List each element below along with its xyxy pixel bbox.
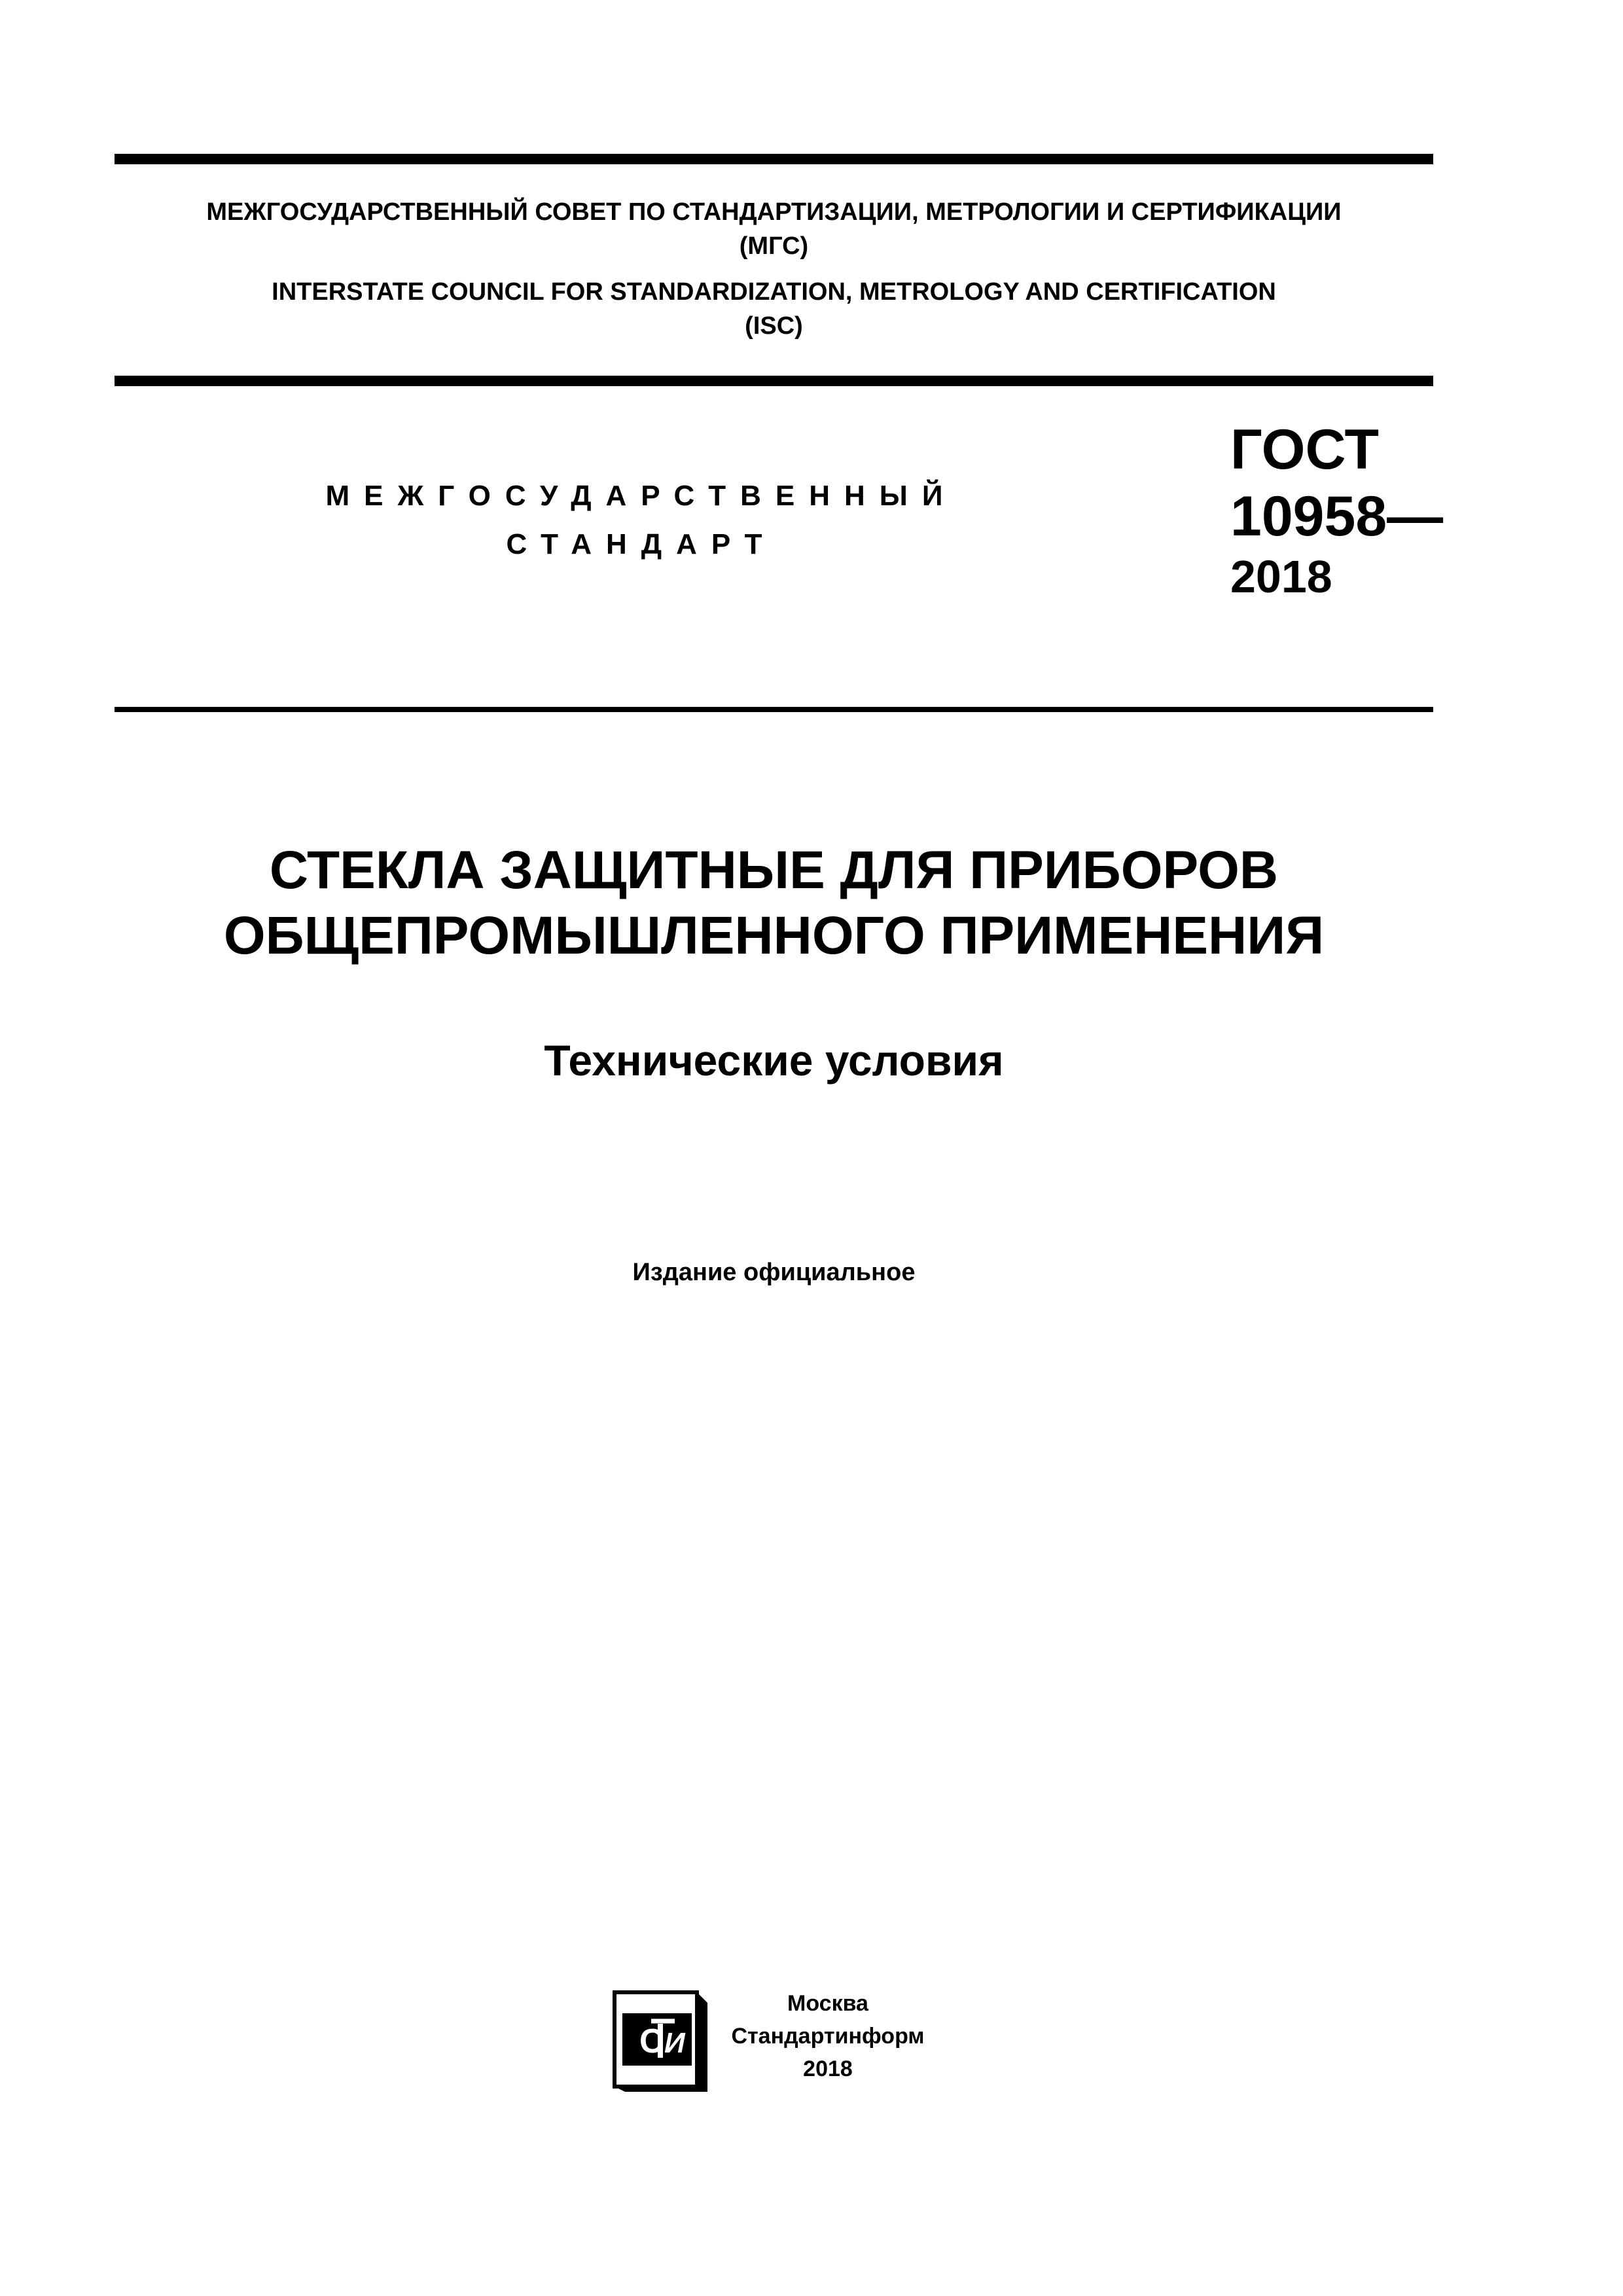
publisher-city: Москва bbox=[787, 1991, 868, 2016]
council-name-en bbox=[115, 275, 1433, 343]
council-name-ru-line1: МЕЖГОСУДАРСТВЕННЫЙ СОВЕТ ПО СТАНДАРТИЗАЦИИ, МЕТРОЛОГИИ И СЕРТИФИКАЦИИ bbox=[206, 198, 1342, 226]
publisher-block bbox=[720, 1987, 936, 2085]
council-abbrev-en: (ISC) bbox=[745, 312, 803, 340]
svg-text:С: С bbox=[639, 2022, 664, 2060]
standard-kind-line1: МЕЖГОСУДАРСТВЕННЫЙ bbox=[325, 480, 957, 512]
standartinform-logo-icon bbox=[612, 1990, 710, 2094]
document-title bbox=[115, 838, 1433, 969]
gost-prefix: ГОСТ bbox=[1230, 418, 1380, 481]
council-name-ru bbox=[115, 195, 1433, 263]
council-abbrev-ru: (МГС) bbox=[739, 232, 809, 260]
middle-divider bbox=[115, 376, 1433, 386]
standard-kind-line2: СТАНДАРТ bbox=[506, 528, 777, 560]
document-title-line1: СТЕКЛА ЗАЩИТНЫЕ ДЛЯ ПРИБОРОВ bbox=[269, 840, 1279, 900]
document-title-line2: ОБЩЕПРОМЫШЛЕННОГО ПРИМЕНЕНИЯ bbox=[223, 906, 1325, 965]
publisher-year: 2018 bbox=[803, 2056, 853, 2081]
edition-note: Издание официальное bbox=[632, 1259, 916, 1286]
council-name-en-line1: INTERSTATE COUNCIL FOR STANDARDIZATION, METROLOGY AND CERTIFICATION bbox=[272, 278, 1276, 306]
svg-text:И: И bbox=[664, 2027, 685, 2059]
document-subtitle: Технические условия bbox=[544, 1036, 1004, 1085]
gost-number: 10958— bbox=[1230, 485, 1444, 548]
gost-year: 2018 bbox=[1230, 551, 1332, 602]
bottom-divider bbox=[115, 707, 1433, 712]
top-divider bbox=[115, 154, 1433, 164]
publisher-name: Стандартинформ bbox=[731, 2024, 925, 2049]
